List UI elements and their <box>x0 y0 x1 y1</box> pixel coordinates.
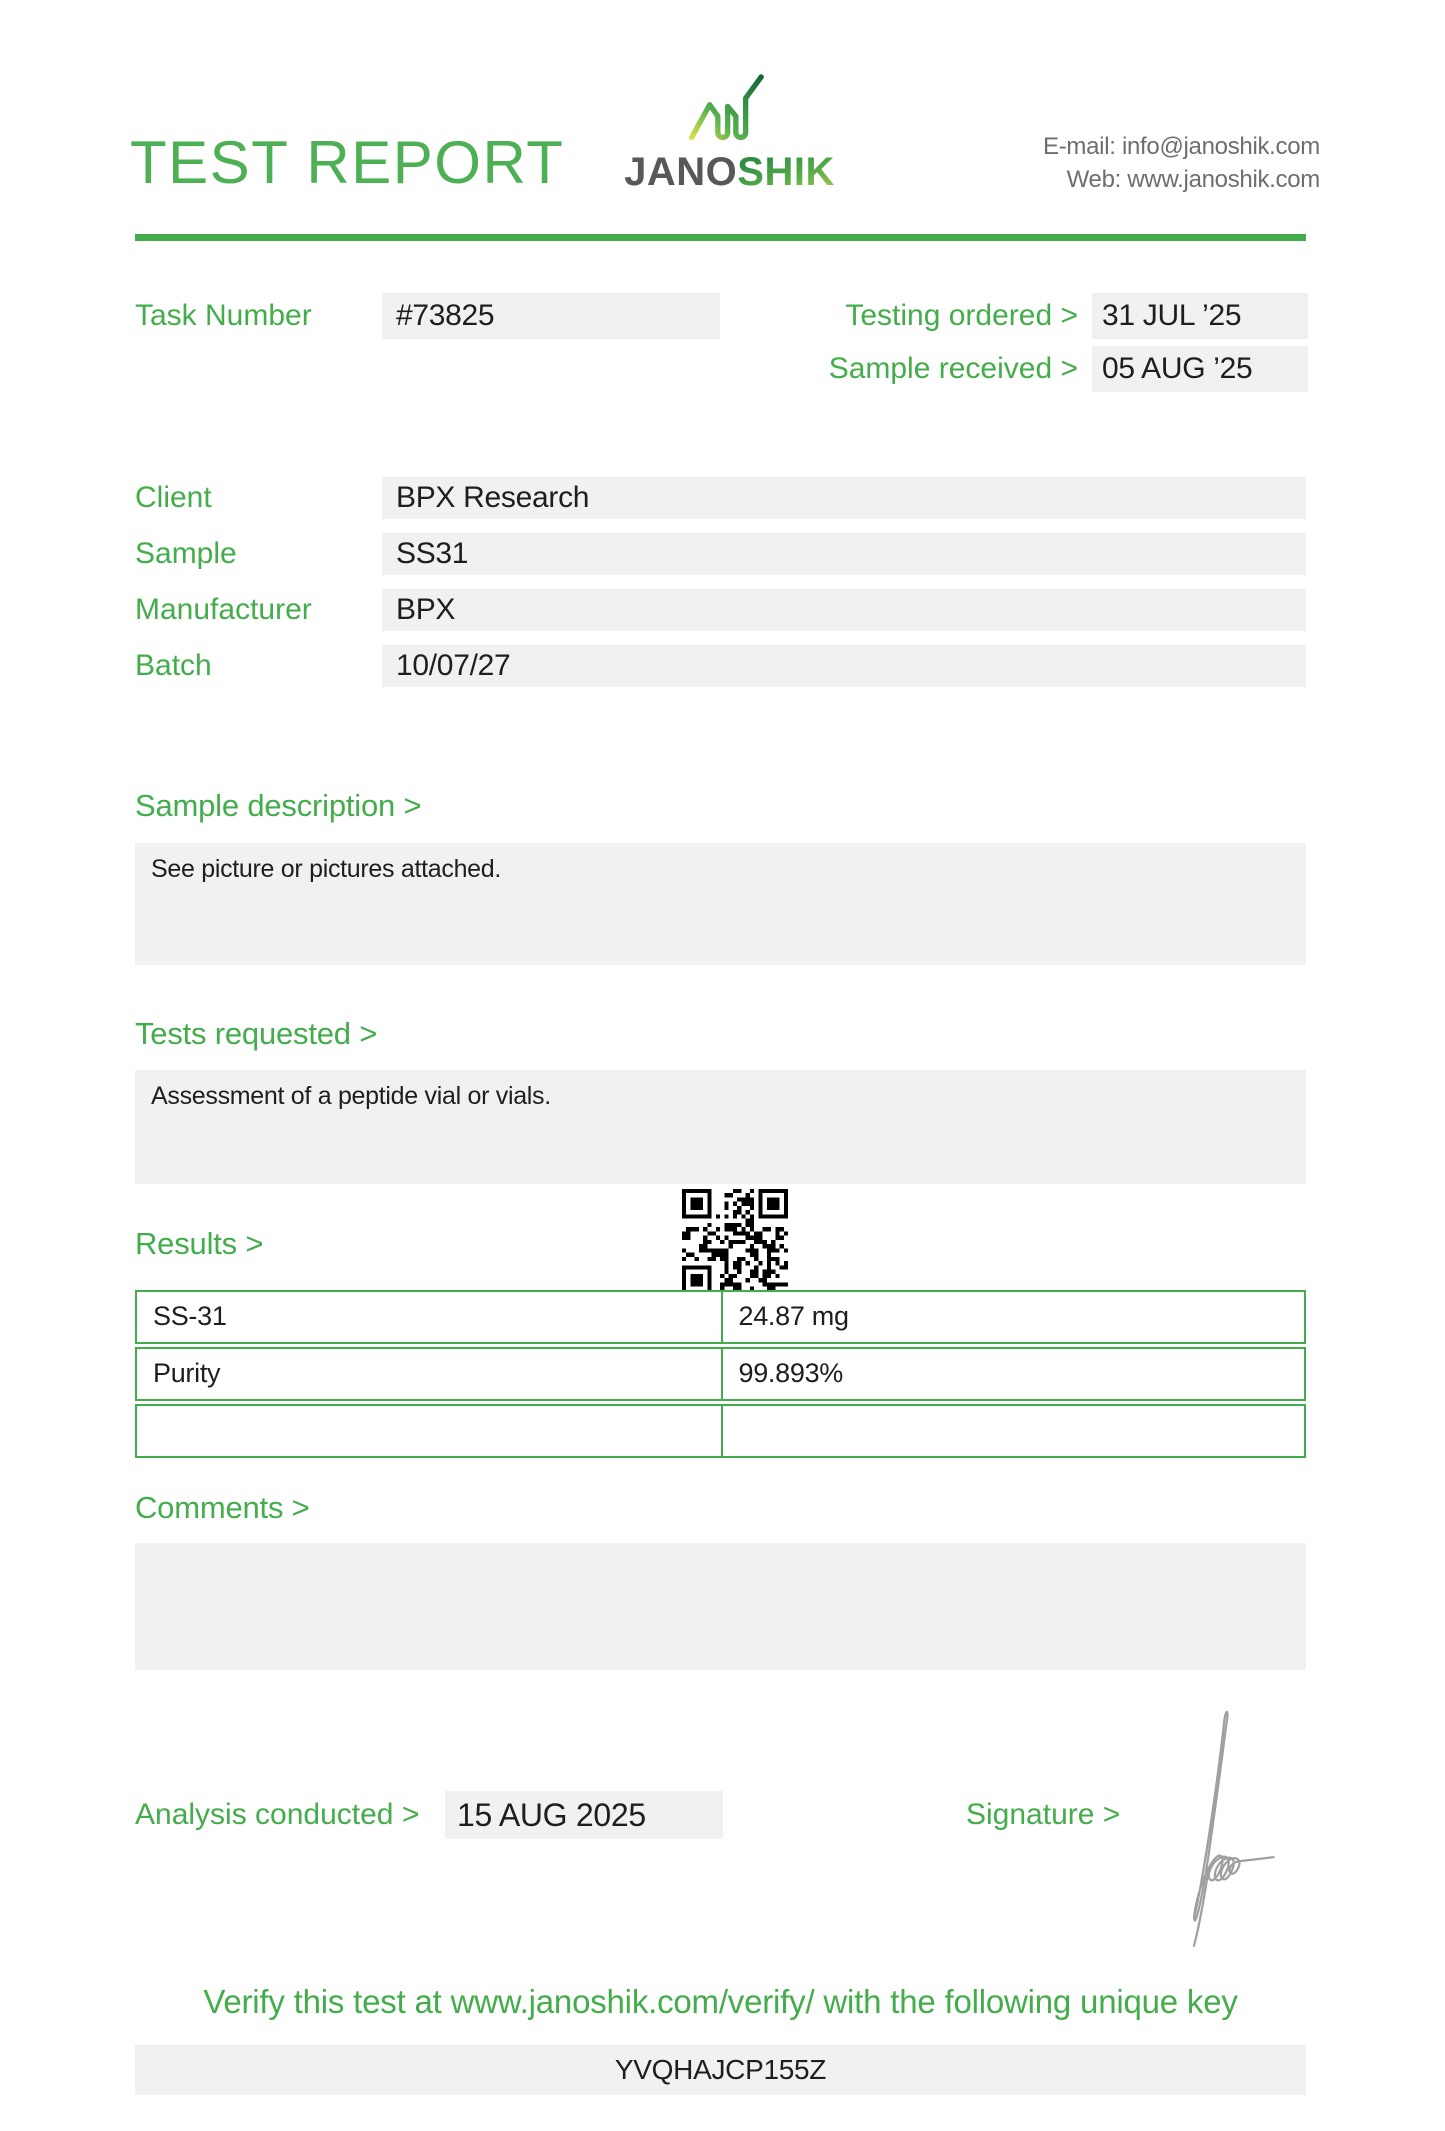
comments-heading: Comments > <box>135 1490 310 1525</box>
tests-requested-text: Assessment of a peptide vial or vials. <box>151 1082 551 1110</box>
contact-info <box>1043 130 1320 196</box>
table-row <box>135 1347 1306 1401</box>
sample-description-box <box>135 843 1306 965</box>
sample-description-heading: Sample description > <box>135 788 422 823</box>
result-value: 99.893% <box>721 1349 1305 1399</box>
testing-ordered-value: 31 JUL ’25 <box>1092 293 1308 339</box>
sample-value: SS31 <box>382 533 1306 575</box>
logo-text-gray: JANO <box>624 150 738 194</box>
testing-ordered-label: Testing ordered > <box>845 299 1078 332</box>
analysis-conducted-value: 15 AUG 2025 <box>445 1791 723 1839</box>
client-value: BPX Research <box>382 477 1306 519</box>
verify-instruction: Verify this test at www.janoshik.com/verify/ with the following unique key <box>203 1983 1238 2020</box>
result-value <box>721 1406 1305 1456</box>
tests-requested-box <box>135 1070 1306 1184</box>
sample-received-value: 05 AUG ’25 <box>1092 346 1308 392</box>
table-row <box>135 1290 1306 1344</box>
signature-image <box>1162 1696 1282 1951</box>
contact-web: Web: www.janoshik.com <box>1066 166 1320 193</box>
manufacturer-value: BPX <box>382 589 1306 631</box>
sample-description-text: See picture or pictures attached. <box>151 855 502 883</box>
task-number-value: #73825 <box>382 293 720 339</box>
janoshik-logo-icon <box>685 72 767 144</box>
result-name: SS-31 <box>153 1301 227 1331</box>
batch-label: Batch <box>135 649 212 682</box>
manufacturer-label: Manufacturer <box>135 593 312 626</box>
comments-text <box>135 1543 1306 1567</box>
page-title: TEST REPORT <box>130 129 565 196</box>
comments-box <box>135 1543 1306 1670</box>
contact-email: E-mail: info@janoshik.com <box>1043 133 1320 160</box>
signature-label: Signature > <box>966 1798 1121 1831</box>
table-row <box>135 1404 1306 1458</box>
client-label: Client <box>135 481 212 514</box>
tests-requested-heading: Tests requested > <box>135 1016 378 1051</box>
result-value: 24.87 mg <box>721 1292 1305 1342</box>
batch-value: 10/07/27 <box>382 645 1306 687</box>
verify-key: YVQHAJCP155Z <box>135 2045 1306 2095</box>
result-name: Purity <box>153 1358 221 1388</box>
analysis-conducted-label: Analysis conducted > <box>135 1798 420 1831</box>
janoshik-logo-text <box>607 150 852 195</box>
sample-received-label: Sample received > <box>828 352 1078 385</box>
results-heading: Results > <box>135 1226 264 1261</box>
task-number-label: Task Number <box>135 299 312 332</box>
header-divider <box>135 234 1306 241</box>
logo-text-green: SHIK <box>737 150 835 194</box>
results-table <box>135 1290 1306 1461</box>
result-name <box>137 1406 721 1456</box>
qr-code <box>682 1189 788 1295</box>
sample-label: Sample <box>135 537 237 570</box>
